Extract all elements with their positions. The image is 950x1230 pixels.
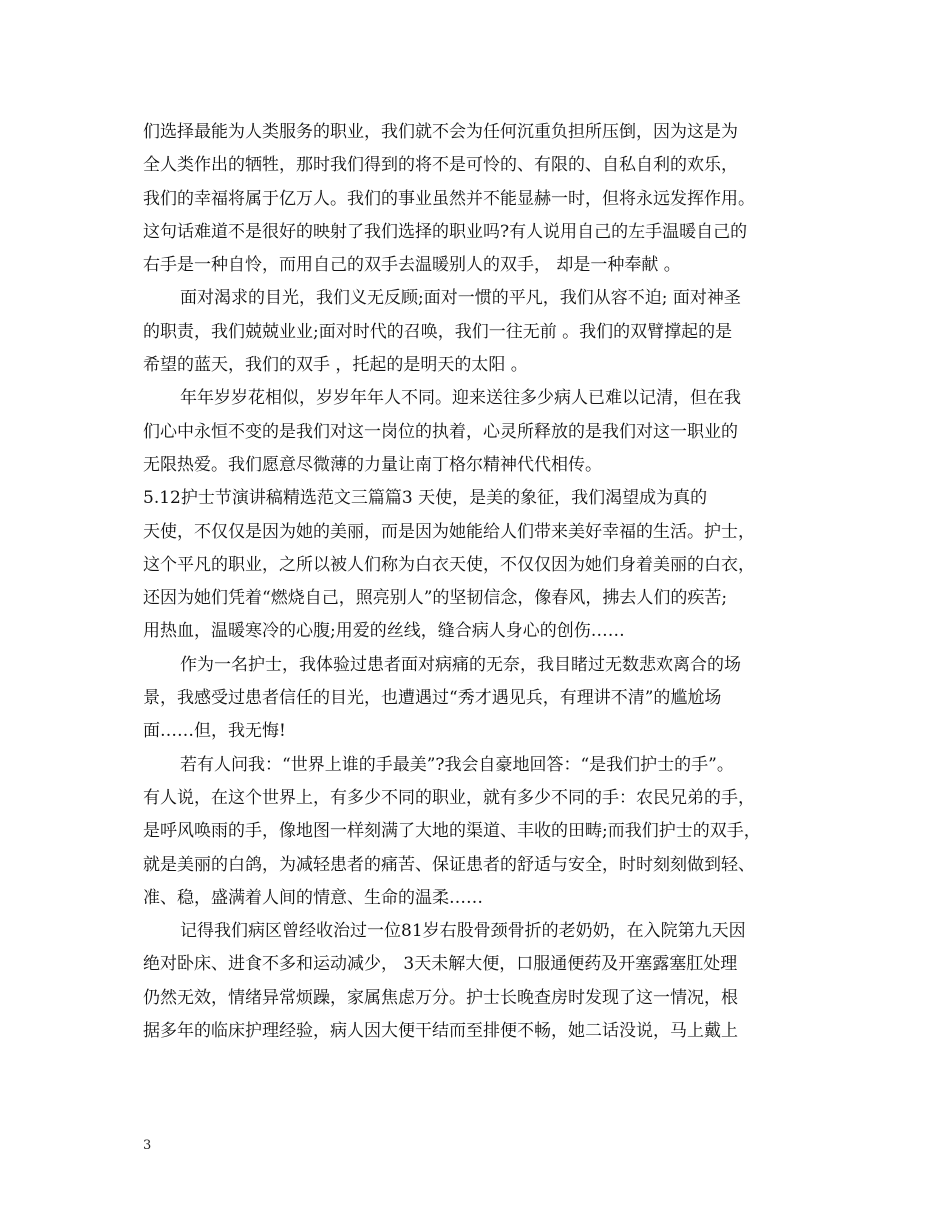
page-number: 3 (143, 1138, 152, 1153)
text-line: 记得我们病区曾经收治过一位81岁右股骨颈骨折的老奶奶，在入院第九天因 (180, 921, 746, 942)
text-line: 希望的蓝天，我们的双手 ，托起的是明天的太阳 。 (143, 355, 528, 376)
text-line: 景，我感受过患者信任的目光，也遭遇过“秀才遇见兵，有理讲不清”的尴尬场 (143, 688, 722, 709)
text-line: 面……但，我无悔! (143, 721, 286, 742)
body-text (143, 116, 823, 1048)
text-line: 仍然无效，情绪异常烦躁，家属焦虑万分。护士长晚查房时发现了这一情况，根 (143, 987, 738, 1008)
text-line: 准、稳，盛满着人间的情意、生命的温柔…… (143, 887, 483, 908)
text-line: 们心中永恒不变的是我们对这一岗位的执着，心灵所释放的是我们对这一职业的 (143, 421, 738, 442)
text-line: 绝对卧床、进食不多和运动减少， 3天未解大便，口服通便药及开塞露塞肛处理 (143, 954, 738, 975)
text-line: 们选择最能为人类服务的职业，我们就不会为任何沉重负担所压倒，因为这是为 (143, 122, 738, 142)
text-line: 年年岁岁花相似，岁岁年年人不同。迎来送往多少病人已难以记清，但在我 (180, 388, 741, 409)
text-line: 就是美丽的白鸽，为减轻患者的痛苦、保证患者的舒适与安全，时时刻刻做到轻、 (143, 854, 755, 875)
text-line: 右手是一种自怜，而用自己的双手去温暖别人的双手， 却是一种奉献 。 (143, 255, 681, 276)
text-line: 是呼风唤雨的手，像地图一样刻满了大地的渠道、丰收的田畴;而我们护士的双手， (143, 821, 761, 842)
text-line: 作为一名护士，我体验过患者面对病痛的无奈，我目睹过无数悲欢离合的场 (180, 654, 741, 675)
text-line: 全人类作出的牺牲，那时我们得到的将不是可怜的、有限的、自私自利的欢乐， (143, 155, 738, 176)
text-line: 还因为她们凭着“燃烧自己，照亮别人”的坚韧信念，像春风，拂去人们的疾苦; (143, 588, 728, 609)
text-line: 天使，不仅仅是因为她的美丽，而是因为她能给人们带来美好幸福的生活。护士， (143, 521, 755, 542)
text-line: 有人说，在这个世界上，有多少不同的职业，就有多少不同的手：农民兄弟的手， (143, 787, 755, 808)
text-line: 的职责，我们兢兢业业;面对时代的召唤，我们一往无前 。我们的双臂撑起的是 (143, 321, 733, 342)
text-line: 无限热爱。我们愿意尽微薄的力量让南丁格尔精神代代相传。 (143, 454, 602, 475)
text-line: 我们的幸福将属于亿万人。我们的事业虽然并不能显赫一时，但将永远发挥作用。 (143, 188, 755, 209)
text-line: 用热血，温暖寒冷的心腹;用爱的丝线，缝合病人身心的创伤…… (143, 621, 625, 642)
text-line: 这句话难道不是很好的映射了我们选择的职业吗?有人说用自己的左手温暖自己的 (143, 221, 748, 242)
text-line: 若有人问我：“世界上谁的手最美”?我会自豪地回答：“是我们护士的手”。 (180, 754, 734, 775)
text-line: 据多年的临床护理经验，病人因大便干结而至排便不畅，她二话没说，马上戴上 (143, 1021, 738, 1042)
text-line: 面对渴求的目光，我们义无反顾;面对一惯的平凡，我们从容不迫; 面对神圣 (180, 288, 741, 309)
text-line: 这个平凡的职业，之所以被人们称为白衣天使，不仅仅因为她们身着美丽的白衣， (143, 554, 755, 575)
text-line: 5.12护士节演讲稿精选范文三篇篇3 天使，是美的象征，我们渴望成为真的 (143, 488, 708, 509)
